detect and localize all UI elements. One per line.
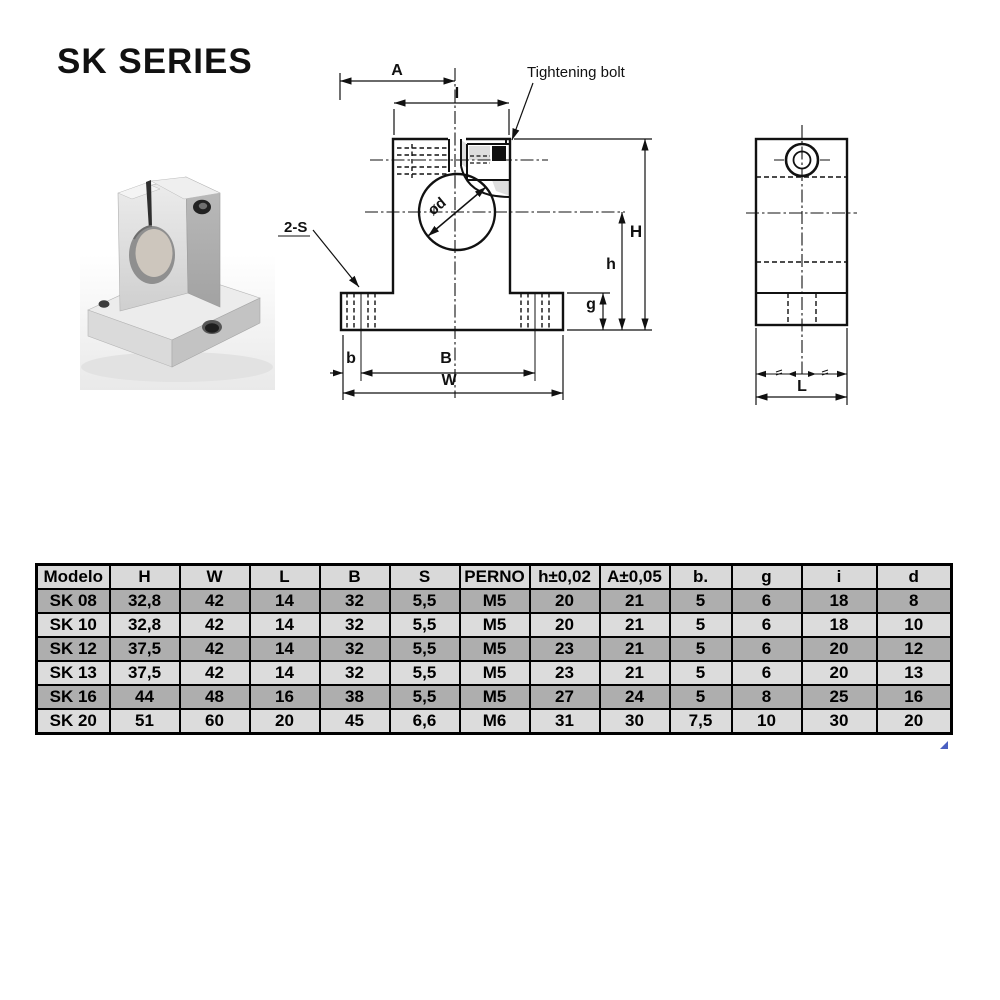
column-header: B xyxy=(320,565,390,590)
tightening-bolt-label: Tightening bolt xyxy=(527,64,625,81)
side-view-drawing xyxy=(710,100,880,420)
spec-cell: 14 xyxy=(250,661,320,685)
spec-cell: 51 xyxy=(110,709,180,734)
spec-cell: 8 xyxy=(732,685,802,709)
spec-cell: 27 xyxy=(530,685,600,709)
spec-cell: 21 xyxy=(600,661,670,685)
column-header: i xyxy=(802,565,877,590)
table-row xyxy=(37,637,952,661)
column-header: A±0,05 xyxy=(600,565,670,590)
column-header: PERNO xyxy=(460,565,530,590)
column-header: H xyxy=(110,565,180,590)
shaft-bore xyxy=(136,229,173,277)
dim-label-A: A xyxy=(391,62,403,79)
spec-cell: 20 xyxy=(250,709,320,734)
model-cell: SK 16 xyxy=(37,685,110,709)
spec-cell: 32 xyxy=(320,661,390,685)
table-corner-mark xyxy=(940,741,948,749)
model-cell: SK 08 xyxy=(37,589,110,613)
spec-cell: 31 xyxy=(530,709,600,734)
spec-cell: 32 xyxy=(320,637,390,661)
dim-label-h: h xyxy=(606,256,616,273)
side-center-lines xyxy=(746,125,857,377)
spec-cell: 20 xyxy=(530,589,600,613)
table-row xyxy=(37,661,952,685)
spec-cell: 38 xyxy=(320,685,390,709)
dim-label-H: H xyxy=(629,222,643,241)
spec-cell: 18 xyxy=(802,589,877,613)
spec-cell: 13 xyxy=(877,661,952,685)
model-cell: SK 12 xyxy=(37,637,110,661)
spec-cell: 6 xyxy=(732,661,802,685)
spec-cell: M5 xyxy=(460,661,530,685)
spec-cell: 42 xyxy=(180,661,250,685)
spec-cell: 20 xyxy=(530,613,600,637)
spec-cell: 14 xyxy=(250,589,320,613)
base-mounting-hole-left xyxy=(99,300,110,308)
spec-cell: 6 xyxy=(732,589,802,613)
spec-cell: 32,8 xyxy=(110,589,180,613)
dim-W xyxy=(343,335,563,400)
model-cell: SK 13 xyxy=(37,661,110,685)
spec-cell: M6 xyxy=(460,709,530,734)
spec-table-body xyxy=(37,589,952,734)
spec-cell: 32,8 xyxy=(110,613,180,637)
spec-cell: 42 xyxy=(180,637,250,661)
spec-cell: 7,5 xyxy=(670,709,732,734)
model-cell: SK 10 xyxy=(37,613,110,637)
column-header: d xyxy=(877,565,952,590)
spec-cell: 21 xyxy=(600,613,670,637)
column-header: h±0,02 xyxy=(530,565,600,590)
spec-cell: 6,6 xyxy=(390,709,460,734)
spec-cell: M5 xyxy=(460,589,530,613)
spec-cell: 60 xyxy=(180,709,250,734)
two-s-leader xyxy=(313,230,359,287)
spec-cell: 45 xyxy=(320,709,390,734)
dim-b xyxy=(330,370,343,377)
dim-label-B: B xyxy=(440,350,452,367)
dim-label-g: g xyxy=(586,296,596,313)
front-view-drawing xyxy=(270,40,670,410)
table-row xyxy=(37,613,952,637)
spec-cell: 30 xyxy=(802,709,877,734)
spec-cell: 5 xyxy=(670,613,732,637)
column-header: S xyxy=(390,565,460,590)
spec-cell: 18 xyxy=(802,613,877,637)
spec-cell: 30 xyxy=(600,709,670,734)
spec-cell: 42 xyxy=(180,589,250,613)
spec-cell: 48 xyxy=(180,685,250,709)
dim-label-diameter: ød xyxy=(424,194,450,219)
spec-cell: 16 xyxy=(250,685,320,709)
tightening-bolt-leader xyxy=(512,83,533,140)
spec-cell: 6 xyxy=(732,613,802,637)
flange-centerlines xyxy=(361,293,535,381)
spec-cell: M5 xyxy=(460,613,530,637)
spec-cell: 5,5 xyxy=(390,685,460,709)
spec-cell: 5 xyxy=(670,637,732,661)
column-header: W xyxy=(180,565,250,590)
spec-cell: 16 xyxy=(877,685,952,709)
spec-cell: 37,5 xyxy=(110,637,180,661)
spec-cell: 10 xyxy=(732,709,802,734)
spec-cell: 5 xyxy=(670,685,732,709)
spec-cell: 20 xyxy=(802,637,877,661)
base-mounting-hole-right xyxy=(205,323,219,333)
spec-cell: 5,5 xyxy=(390,589,460,613)
spec-cell: 21 xyxy=(600,589,670,613)
two-s-label: 2-S xyxy=(284,219,308,236)
spec-cell: 10 xyxy=(877,613,952,637)
spec-cell: 5 xyxy=(670,661,732,685)
table-row xyxy=(37,709,952,734)
spec-cell: 23 xyxy=(530,637,600,661)
dim-label-b: b xyxy=(346,350,356,367)
table-row xyxy=(37,589,952,613)
spec-cell: 14 xyxy=(250,637,320,661)
spec-table-header xyxy=(37,565,952,590)
table-row xyxy=(37,685,952,709)
spec-cell: 21 xyxy=(600,637,670,661)
spec-cell: 32 xyxy=(320,613,390,637)
column-header: Modelo xyxy=(37,565,110,590)
spec-cell: M5 xyxy=(460,685,530,709)
spec-cell: 20 xyxy=(877,709,952,734)
center-lines xyxy=(365,68,625,398)
spec-cell: M5 xyxy=(460,637,530,661)
page-title: SK SERIES xyxy=(57,42,253,81)
spec-cell: 44 xyxy=(110,685,180,709)
spec-table xyxy=(35,563,953,735)
spec-cell: 12 xyxy=(877,637,952,661)
column-header: g xyxy=(732,565,802,590)
product-photo xyxy=(80,135,275,390)
spec-cell: 5,5 xyxy=(390,637,460,661)
dim-label-L: L xyxy=(797,378,807,395)
spec-cell: 5,5 xyxy=(390,661,460,685)
model-cell: SK 20 xyxy=(37,709,110,734)
spec-cell: 6 xyxy=(732,637,802,661)
dim-I xyxy=(394,103,509,135)
spec-cell: 20 xyxy=(802,661,877,685)
dim-label-W: W xyxy=(441,372,457,389)
body-outline xyxy=(341,139,563,330)
spec-cell: 8 xyxy=(877,589,952,613)
spec-cell: 5 xyxy=(670,589,732,613)
spec-cell: 37,5 xyxy=(110,661,180,685)
dim-label-I: I xyxy=(454,85,460,102)
spec-cell: 42 xyxy=(180,613,250,637)
spec-cell: 23 xyxy=(530,661,600,685)
spec-cell: 14 xyxy=(250,613,320,637)
spec-cell: 32 xyxy=(320,589,390,613)
spec-cell: 5,5 xyxy=(390,613,460,637)
column-header: L xyxy=(250,565,320,590)
spec-cell: 24 xyxy=(600,685,670,709)
column-header: b. xyxy=(670,565,732,590)
spec-cell: 25 xyxy=(802,685,877,709)
